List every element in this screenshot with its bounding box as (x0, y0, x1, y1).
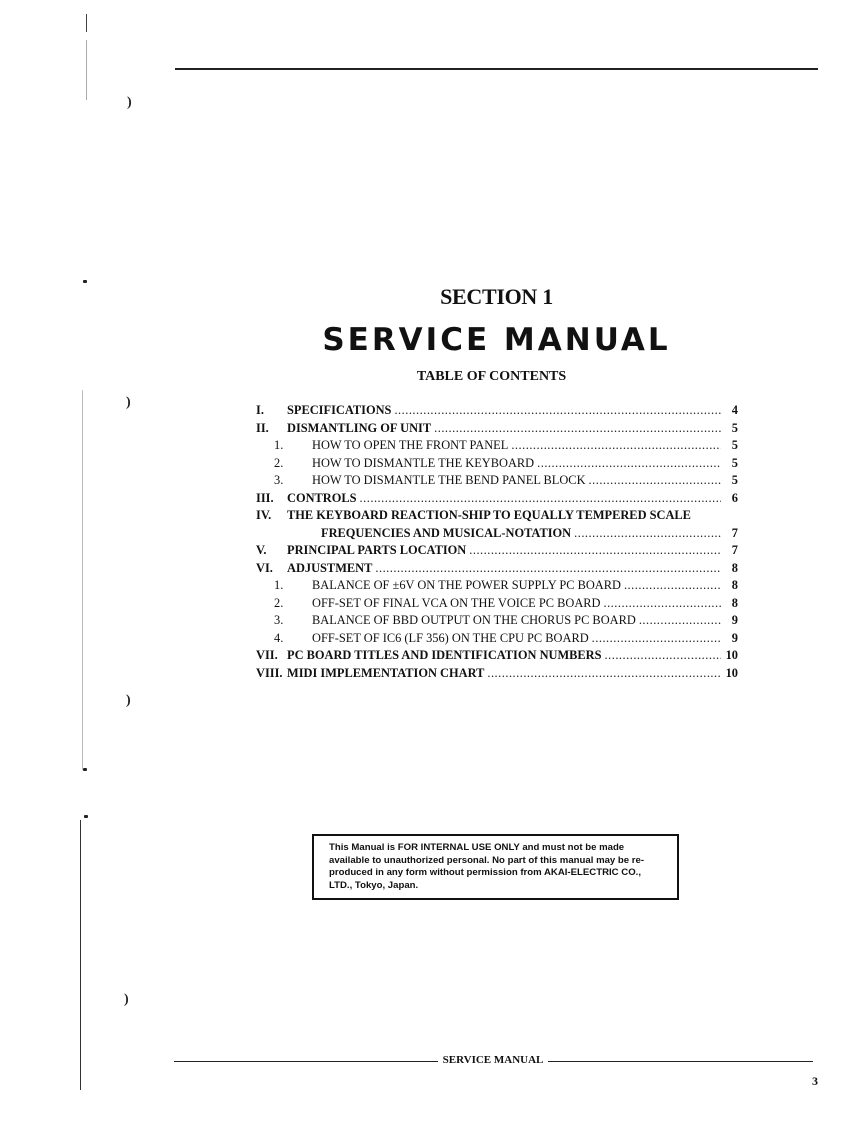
toc-entry-page: 4 (731, 403, 738, 417)
toc-entry (256, 666, 738, 684)
toc-entry-page: 5 (731, 438, 738, 452)
footer-label: SERVICE MANUAL (442, 1054, 544, 1066)
toc-entry-title: BALANCE OF BBD OUTPUT ON THE CHORUS PC BOARD (312, 613, 636, 627)
binder-hole-mark: ) (126, 693, 131, 708)
toc-dot-leader (603, 596, 721, 611)
toc-entry-title: PRINCIPAL PARTS LOCATION (287, 543, 467, 557)
toc-entry-title: FREQUENCIES AND MUSICAL-NOTATION (321, 525, 572, 540)
toc-entry-page: 8 (731, 560, 738, 575)
toc-dot-leader (574, 526, 721, 541)
toc-dot-leader (375, 561, 721, 576)
toc-dot-leader (434, 421, 721, 436)
toc-entry-page: 5 (731, 473, 738, 487)
toc-dot-leader (394, 403, 721, 418)
toc-dot-leader (511, 438, 721, 453)
page-number: 3 (812, 1074, 818, 1088)
binder-mark (82, 390, 83, 770)
notice-line: This Manual is FOR INTERNAL USE ONLY and must not be made (329, 842, 625, 853)
toc-entry-title: HOW TO OPEN THE FRONT PANEL (312, 438, 509, 452)
section-title: SECTION 1 (440, 284, 553, 309)
toc-subentry (256, 438, 738, 456)
footer-rule-right (548, 1061, 813, 1062)
toc-entry-page: 9 (731, 613, 738, 627)
top-rule (175, 68, 818, 70)
internal-use-notice (312, 834, 679, 900)
toc-entry (256, 491, 738, 509)
scan-speck (83, 768, 87, 771)
toc-entry-title: SPECIFICATIONS (287, 403, 392, 417)
toc-entry (256, 508, 738, 526)
toc-entry (256, 421, 738, 439)
toc-subentry (256, 631, 738, 649)
toc-entry-continuation (256, 526, 738, 544)
toc-subentry (256, 473, 738, 491)
toc-entry-number: VIII. (256, 665, 283, 680)
toc-entry-number: 1. (274, 578, 284, 592)
toc-entry-number: 3. (274, 473, 284, 487)
binder-hole-mark: ) (124, 992, 129, 1007)
toc-entry-title: HOW TO DISMANTLE THE KEYBOARD (312, 455, 535, 470)
toc-entry (256, 543, 738, 561)
toc-entry-title: MIDI IMPLEMENTATION CHART (287, 665, 485, 680)
toc-heading: TABLE OF CONTENTS (416, 369, 567, 384)
toc-entry-number: VII. (256, 648, 278, 662)
manual-title: SERVICE MANUAL (322, 322, 671, 358)
notice-line: produced in any form without permission from AKAI-ELECTRIC CO., (329, 867, 641, 878)
table-of-contents (256, 403, 738, 683)
binder-mark (86, 14, 87, 32)
binder-hole-mark: ) (127, 95, 132, 110)
toc-entry-title: PC BOARD TITLES AND IDENTIFICATION NUMBERS (287, 648, 602, 662)
toc-dot-leader (537, 456, 721, 471)
toc-entry-number: V. (256, 543, 267, 557)
footer-rule-left (174, 1061, 438, 1062)
toc-dot-leader (639, 613, 721, 628)
toc-entry-page: 10 (725, 648, 738, 662)
toc-entry-page: 9 (731, 630, 738, 645)
binder-mark (86, 40, 87, 100)
scan-speck (83, 280, 87, 283)
toc-entry-page: 5 (731, 455, 738, 470)
toc-entry (256, 648, 738, 666)
toc-entry-title: THE KEYBOARD REACTION-SHIP TO EQUALLY TEMPERED SCALE (287, 508, 691, 522)
toc-entry-page: 7 (731, 543, 738, 557)
toc-entry-number: 3. (274, 613, 284, 627)
toc-entry-number: 2. (274, 595, 284, 610)
toc-entry-title: BALANCE OF ±6V ON THE POWER SUPPLY PC BOARD (312, 578, 621, 592)
toc-entry-page: 8 (731, 578, 738, 592)
toc-subentry (256, 596, 738, 614)
toc-entry-number: III. (256, 490, 274, 505)
scan-speck (84, 815, 88, 818)
toc-entry-page: 7 (731, 525, 738, 540)
toc-entry-page: 8 (731, 595, 738, 610)
toc-entry-number: 4. (274, 630, 284, 645)
toc-entry-title: ADJUSTMENT (287, 560, 373, 575)
toc-entry-number: 2. (274, 455, 284, 470)
toc-entry-number: II. (256, 420, 269, 435)
toc-entry-number: VI. (256, 560, 273, 575)
toc-subentry (256, 578, 738, 596)
toc-entry-number: I. (256, 403, 264, 417)
toc-dot-leader (360, 491, 721, 506)
toc-entry-page: 5 (731, 420, 738, 435)
notice-line: available to unauthorized personal. No part of this manual may be re- (329, 854, 645, 866)
toc-entry-page: 6 (731, 490, 738, 505)
toc-entry-title: OFF-SET OF FINAL VCA ON THE VOICE PC BOARD (312, 595, 601, 610)
toc-entry-title: OFF-SET OF IC6 (LF 356) ON THE CPU PC BOARD (312, 630, 589, 645)
toc-dot-leader (592, 631, 721, 646)
toc-dot-leader (624, 578, 721, 593)
toc-entry-page: 10 (725, 665, 738, 680)
toc-subentry (256, 456, 738, 474)
toc-dot-leader (487, 666, 721, 681)
toc-entry-number: IV. (256, 508, 272, 522)
notice-line: LTD., Tokyo, Japan. (329, 879, 419, 891)
toc-entry-title: HOW TO DISMANTLE THE BEND PANEL BLOCK (312, 473, 586, 487)
binder-hole-mark: ) (126, 395, 131, 410)
toc-entry-number: 1. (274, 438, 284, 452)
toc-entry-title: DISMANTLING OF UNIT (287, 420, 432, 435)
toc-entry (256, 403, 738, 421)
toc-entry (256, 561, 738, 579)
toc-dot-leader (605, 648, 721, 663)
toc-entry-title: CONTROLS (287, 490, 357, 505)
toc-dot-leader (469, 543, 721, 558)
binder-mark (80, 820, 81, 1090)
toc-subentry (256, 613, 738, 631)
toc-dot-leader (589, 473, 721, 488)
